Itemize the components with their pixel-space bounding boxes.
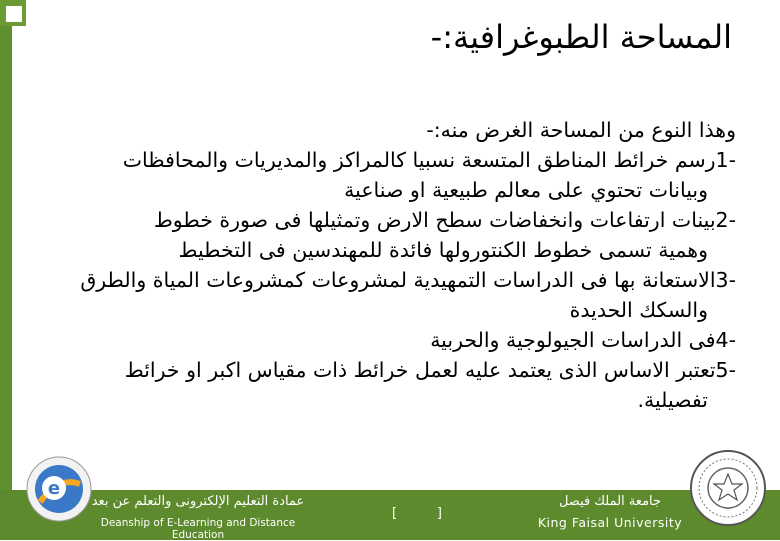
slide-body xyxy=(44,115,736,415)
body-line-5-cont: تفصيلية. xyxy=(637,388,708,412)
body-line-3: -3الاستعانة بها فى الدراسات التمهيدية لمشروعات كمشروعات المياة والطرق xyxy=(80,268,736,292)
body-line-2-cont: وهمية تسمى خطوط الكنتورولها فائدة للمهندسين فى التخطيط xyxy=(178,238,708,262)
body-line-3-cont: والسكك الحديدة xyxy=(569,298,708,322)
body-line-1: -1رسم خرائط المناطق المتسعة نسبيا كالمراكز والمديريات والمحافظات xyxy=(122,148,736,172)
body-line-5: -5تعتبر الاساس الذى يعتمد عليه لعمل خرائط ذات مقياس اكبر او خرائط xyxy=(124,358,736,382)
body-line-intro: وهذا النوع من المساحة الغرض منه:- xyxy=(426,118,736,142)
bracket-open: [ xyxy=(392,506,398,521)
left-accent-bar xyxy=(0,0,12,490)
body-line-4: -4فى الدراسات الجيولوجية والحربية xyxy=(430,328,736,352)
svg-text:e: e xyxy=(47,478,61,499)
deanship-arabic: عمادة التعليم الإلكترونى والتعلم عن بعد xyxy=(91,494,305,509)
university-arabic: جامعة الملك فيصل xyxy=(558,494,662,509)
university-english: King Faisal University xyxy=(537,515,683,530)
body-line-2: -2بينات ارتفاعات وانخفاضات سطح الارض وتمثيلها فى صورة خطوط xyxy=(153,208,736,232)
page-number-brackets xyxy=(392,506,442,521)
slide-title: المساحة الطبوغرافية:- xyxy=(430,18,732,56)
university-seal-icon xyxy=(688,448,768,528)
body-line-1-cont: وبيانات تحتوي على معالم طبيعية او صناعية xyxy=(344,178,708,202)
footer-bar xyxy=(0,490,780,540)
e-learning-logo-icon xyxy=(24,454,94,524)
deanship-english: Deanship of E-Learning and Distance Education xyxy=(100,517,296,541)
university-label xyxy=(535,494,685,530)
deanship-label xyxy=(78,494,318,541)
corner-decoration xyxy=(0,0,26,26)
bracket-close: ] xyxy=(436,506,442,521)
